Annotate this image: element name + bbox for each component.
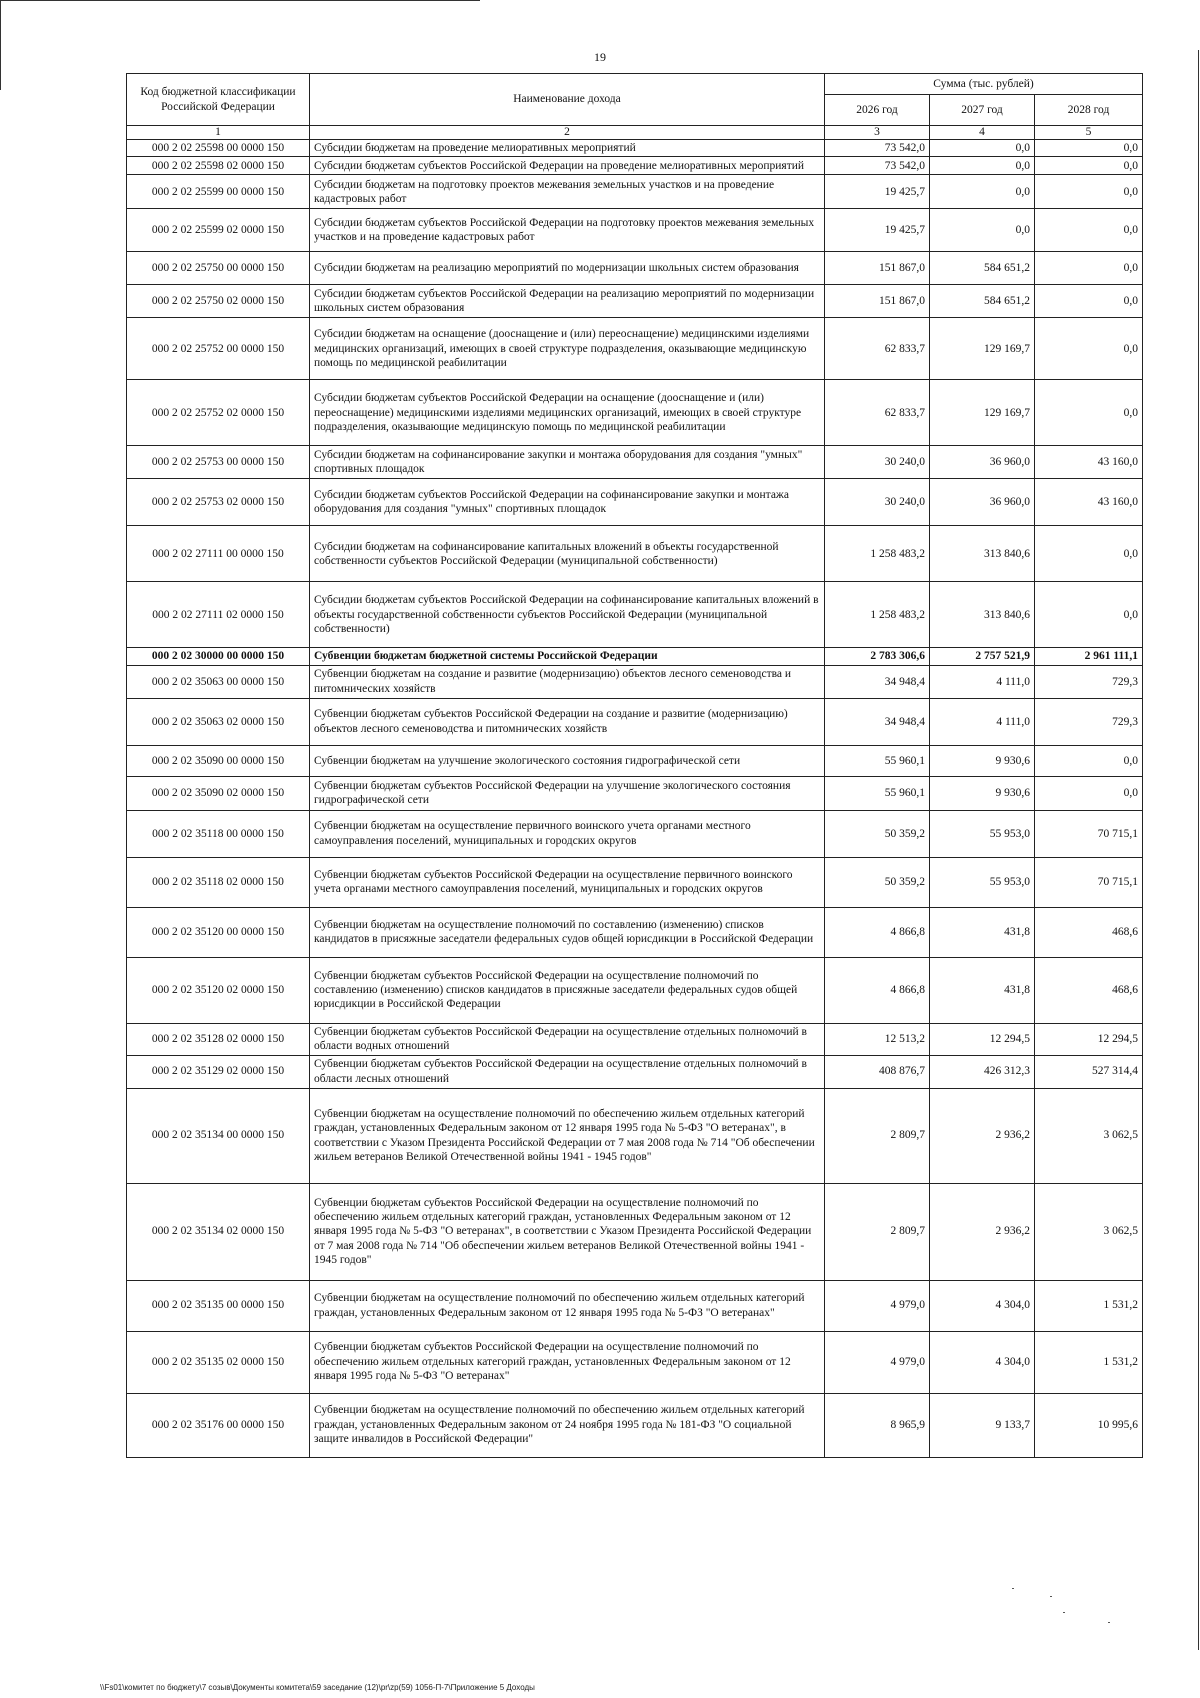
revenue-name-cell: Субвенции бюджетам субъектов Российской Федерации на осуществление первичного воинского учета органами местного самоуправления поселений, муниципальных и городских округов — [310, 857, 825, 907]
amount-2026-cell: 8 965,9 — [825, 1393, 930, 1457]
amount-2028-cell: 0,0 — [1035, 318, 1143, 380]
amount-2027-cell: 55 953,0 — [930, 857, 1035, 907]
table-row — [127, 698, 1143, 745]
column-number: 3 — [825, 126, 930, 140]
amount-2027-cell: 313 840,6 — [930, 582, 1035, 648]
amount-2028-cell: 12 294,5 — [1035, 1023, 1143, 1055]
amount-2026-cell: 1 258 483,2 — [825, 526, 930, 582]
header-year-2026: 2026 год — [825, 95, 930, 126]
header-name: Наименование дохода — [310, 74, 825, 126]
budget-code-cell: 000 2 02 25598 00 0000 150 — [127, 140, 310, 157]
amount-2026-cell: 4 979,0 — [825, 1331, 930, 1393]
table-row — [127, 745, 1143, 776]
budget-code-cell: 000 2 02 35176 00 0000 150 — [127, 1393, 310, 1457]
amount-2028-cell: 0,0 — [1035, 526, 1143, 582]
amount-2027-cell: 0,0 — [930, 140, 1035, 157]
amount-2027-cell: 2 757 521,9 — [930, 648, 1035, 665]
budget-code-cell: 000 2 02 25753 02 0000 150 — [127, 479, 310, 526]
scan-speck — [1012, 1588, 1014, 1589]
amount-2027-cell: 9 930,6 — [930, 745, 1035, 776]
column-number: 4 — [930, 126, 1035, 140]
amount-2027-cell: 36 960,0 — [930, 446, 1035, 479]
budget-code-cell: 000 2 02 35134 00 0000 150 — [127, 1088, 310, 1183]
table-row — [127, 285, 1143, 318]
amount-2028-cell: 70 715,1 — [1035, 857, 1143, 907]
amount-2026-cell: 4 866,8 — [825, 957, 930, 1023]
column-number: 2 — [310, 126, 825, 140]
revenue-name-cell: Субвенции бюджетам субъектов Российской Федерации на осуществление полномочий по обеспечению жильем отдельных категорий граждан, установленных Федеральным законом от 12 января 1995 года № 5-ФЗ "О ветеранах", в соответствии с Указом Президента Российской Федерации от 7 мая 2008 года № 714 "Об обеспечении жильем ветеранов Великой Отечественной войны 1941 - 1945 годов" — [310, 1183, 825, 1280]
table-row — [127, 157, 1143, 175]
budget-code-cell: 000 2 02 25598 02 0000 150 — [127, 157, 310, 175]
amount-2028-cell: 0,0 — [1035, 175, 1143, 209]
revenue-name-cell: Субсидии бюджетам субъектов Российской Федерации на софинансирование капитальных вложений в объекты государственной собственности субъектов Российской Федерации (муниципальной собственности) — [310, 582, 825, 648]
amount-2027-cell: 584 651,2 — [930, 252, 1035, 285]
amount-2027-cell: 0,0 — [930, 175, 1035, 209]
scan-speck — [1063, 1612, 1065, 1613]
scan-edge-right — [1198, 50, 1199, 1650]
amount-2027-cell: 4 111,0 — [930, 698, 1035, 745]
column-number: 1 — [127, 126, 310, 140]
table-row — [127, 582, 1143, 648]
amount-2026-cell: 73 542,0 — [825, 140, 930, 157]
revenue-name-cell: Субсидии бюджетам субъектов Российской Федерации на реализацию мероприятий по модернизации школьных систем образования — [310, 285, 825, 318]
scan-edge-left — [0, 0, 1, 90]
amount-2027-cell: 4 111,0 — [930, 665, 1035, 698]
revenue-name-cell: Субвенции бюджетам бюджетной системы Российской Федерации — [310, 648, 825, 665]
table-row — [127, 1331, 1143, 1393]
table-row — [127, 1055, 1143, 1088]
table-row — [127, 648, 1143, 665]
budget-code-cell: 000 2 02 30000 00 0000 150 — [127, 648, 310, 665]
amount-2026-cell: 30 240,0 — [825, 446, 930, 479]
amount-2028-cell: 0,0 — [1035, 157, 1143, 175]
amount-2027-cell: 0,0 — [930, 209, 1035, 252]
revenue-name-cell: Субвенции бюджетам на улучшение экологического состояния гидрографической сети — [310, 745, 825, 776]
table-row — [127, 1088, 1143, 1183]
table-row — [127, 907, 1143, 957]
table-row — [127, 479, 1143, 526]
amount-2026-cell: 55 960,1 — [825, 776, 930, 810]
amount-2026-cell: 2 809,7 — [825, 1088, 930, 1183]
amount-2027-cell: 129 169,7 — [930, 380, 1035, 446]
budget-code-cell: 000 2 02 35118 02 0000 150 — [127, 857, 310, 907]
amount-2026-cell: 151 867,0 — [825, 252, 930, 285]
amount-2026-cell: 2 783 306,6 — [825, 648, 930, 665]
amount-2028-cell: 3 062,5 — [1035, 1183, 1143, 1280]
table-row — [127, 665, 1143, 698]
revenue-name-cell: Субсидии бюджетам субъектов Российской Федерации на проведение мелиоративных мероприятий — [310, 157, 825, 175]
amount-2026-cell: 30 240,0 — [825, 479, 930, 526]
table-row — [127, 140, 1143, 157]
amount-2027-cell: 2 936,2 — [930, 1183, 1035, 1280]
amount-2028-cell: 527 314,4 — [1035, 1055, 1143, 1088]
amount-2027-cell: 55 953,0 — [930, 810, 1035, 857]
amount-2027-cell: 36 960,0 — [930, 479, 1035, 526]
amount-2026-cell: 62 833,7 — [825, 380, 930, 446]
revenue-name-cell: Субвенции бюджетам субъектов Российской Федерации на улучшение экологического состояния гидрографической сети — [310, 776, 825, 810]
header-sum: Сумма (тыс. рублей) — [825, 74, 1143, 95]
budget-code-cell: 000 2 02 35135 02 0000 150 — [127, 1331, 310, 1393]
budget-code-cell: 000 2 02 35063 02 0000 150 — [127, 698, 310, 745]
budget-code-cell: 000 2 02 35135 00 0000 150 — [127, 1280, 310, 1331]
scan-speck — [1108, 1622, 1110, 1623]
budget-code-cell: 000 2 02 25599 00 0000 150 — [127, 175, 310, 209]
revenue-name-cell: Субвенции бюджетам на осуществление первичного воинского учета органами местного самоуправления поселений, муниципальных и городских округов — [310, 810, 825, 857]
revenue-name-cell: Субсидии бюджетам на софинансирование закупки и монтажа оборудования для создания "умных" спортивных площадок — [310, 446, 825, 479]
amount-2026-cell: 62 833,7 — [825, 318, 930, 380]
table-row — [127, 776, 1143, 810]
table-row — [127, 209, 1143, 252]
revenue-name-cell: Субвенции бюджетам субъектов Российской Федерации на осуществление полномочий по обеспечению жильем отдельных категорий граждан, установленных Федеральным законом от 12 января 1995 года № 5-ФЗ "О ветеранах" — [310, 1331, 825, 1393]
amount-2026-cell: 34 948,4 — [825, 665, 930, 698]
amount-2027-cell: 2 936,2 — [930, 1088, 1035, 1183]
amount-2028-cell: 0,0 — [1035, 776, 1143, 810]
revenue-name-cell: Субвенции бюджетам субъектов Российской Федерации на создание и развитие (модернизацию) объектов лесного семеноводства и питомнических хозяйств — [310, 698, 825, 745]
amount-2027-cell: 12 294,5 — [930, 1023, 1035, 1055]
amount-2028-cell: 729,3 — [1035, 665, 1143, 698]
table-row — [127, 1393, 1143, 1457]
revenue-name-cell: Субсидии бюджетам на подготовку проектов межевания земельных участков и на проведение кадастровых работ — [310, 175, 825, 209]
scan-edge-top — [0, 0, 480, 1]
scan-speck — [1050, 1596, 1052, 1597]
amount-2028-cell: 0,0 — [1035, 745, 1143, 776]
amount-2028-cell: 10 995,6 — [1035, 1393, 1143, 1457]
amount-2028-cell: 2 961 111,1 — [1035, 648, 1143, 665]
table-row — [127, 175, 1143, 209]
amount-2028-cell: 0,0 — [1035, 209, 1143, 252]
budget-code-cell: 000 2 02 25752 00 0000 150 — [127, 318, 310, 380]
budget-code-cell: 000 2 02 35120 02 0000 150 — [127, 957, 310, 1023]
amount-2026-cell: 1 258 483,2 — [825, 582, 930, 648]
amount-2028-cell: 1 531,2 — [1035, 1280, 1143, 1331]
column-number: 5 — [1035, 126, 1143, 140]
table-row — [127, 380, 1143, 446]
amount-2027-cell: 9 133,7 — [930, 1393, 1035, 1457]
budget-code-cell: 000 2 02 25753 00 0000 150 — [127, 446, 310, 479]
table-row — [127, 252, 1143, 285]
revenue-table — [126, 73, 1143, 1458]
amount-2026-cell: 55 960,1 — [825, 745, 930, 776]
header-code: Код бюджетной классификации Российской Федерации — [127, 74, 310, 126]
amount-2027-cell: 4 304,0 — [930, 1331, 1035, 1393]
budget-code-cell: 000 2 02 35090 00 0000 150 — [127, 745, 310, 776]
revenue-name-cell: Субвенции бюджетам субъектов Российской Федерации на осуществление отдельных полномочий в области лесных отношений — [310, 1055, 825, 1088]
budget-code-cell: 000 2 02 35134 02 0000 150 — [127, 1183, 310, 1280]
amount-2026-cell: 19 425,7 — [825, 175, 930, 209]
amount-2028-cell: 0,0 — [1035, 252, 1143, 285]
budget-code-cell: 000 2 02 27111 02 0000 150 — [127, 582, 310, 648]
amount-2028-cell: 0,0 — [1035, 582, 1143, 648]
table-row — [127, 1023, 1143, 1055]
budget-code-cell: 000 2 02 35063 00 0000 150 — [127, 665, 310, 698]
revenue-name-cell: Субсидии бюджетам субъектов Российской Федерации на софинансирование закупки и монтажа оборудования для создания "умных" спортивных площадок — [310, 479, 825, 526]
header-year-2028: 2028 год — [1035, 95, 1143, 126]
table-row — [127, 446, 1143, 479]
amount-2026-cell: 73 542,0 — [825, 157, 930, 175]
budget-code-cell: 000 2 02 25750 02 0000 150 — [127, 285, 310, 318]
amount-2026-cell: 34 948,4 — [825, 698, 930, 745]
budget-code-cell: 000 2 02 35129 02 0000 150 — [127, 1055, 310, 1088]
amount-2027-cell: 313 840,6 — [930, 526, 1035, 582]
budget-code-cell: 000 2 02 35128 02 0000 150 — [127, 1023, 310, 1055]
revenue-name-cell: Субсидии бюджетам на реализацию мероприятий по модернизации школьных систем образования — [310, 252, 825, 285]
amount-2028-cell: 0,0 — [1035, 140, 1143, 157]
amount-2028-cell: 0,0 — [1035, 380, 1143, 446]
table-row — [127, 318, 1143, 380]
amount-2028-cell: 70 715,1 — [1035, 810, 1143, 857]
file-path-footer: \\Fs01\комитет по бюджету\7 созыв\Документы комитета\59 заседание (12)\pr\zp(59) 1056-П-7\Приложение 5 Доходы — [100, 1683, 535, 1692]
amount-2028-cell: 3 062,5 — [1035, 1088, 1143, 1183]
amount-2027-cell: 426 312,3 — [930, 1055, 1035, 1088]
revenue-name-cell: Субвенции бюджетам на осуществление полномочий по обеспечению жильем отдельных категорий граждан, установленных Федеральным законом от 24 ноября 1995 года № 181-ФЗ "О социальной защите инвалидов в Российской Федерации" — [310, 1393, 825, 1457]
budget-code-cell: 000 2 02 25599 02 0000 150 — [127, 209, 310, 252]
page-number: 19 — [594, 50, 606, 64]
amount-2027-cell: 129 169,7 — [930, 318, 1035, 380]
budget-code-cell: 000 2 02 35090 02 0000 150 — [127, 776, 310, 810]
amount-2028-cell: 0,0 — [1035, 285, 1143, 318]
revenue-name-cell: Субвенции бюджетам на осуществление полномочий по обеспечению жильем отдельных категорий граждан, установленных Федеральным законом от 12 января 1995 года № 5-ФЗ "О ветеранах", в соответствии с Указом Президента Российской Федерации от 7 мая 2008 года № 714 "Об обеспечении жильем ветеранов Великой Отечественной войны 1941 - 1945 годов" — [310, 1088, 825, 1183]
header-year-2027: 2027 год — [930, 95, 1035, 126]
amount-2026-cell: 4 979,0 — [825, 1280, 930, 1331]
amount-2027-cell: 431,8 — [930, 907, 1035, 957]
table-row — [127, 957, 1143, 1023]
amount-2028-cell: 729,3 — [1035, 698, 1143, 745]
revenue-name-cell: Субвенции бюджетам субъектов Российской Федерации на осуществление полномочий по составлению (изменению) списков кандидатов в присяжные заседатели федеральных судов общей юрисдикции в Российской Федерации — [310, 957, 825, 1023]
revenue-name-cell: Субсидии бюджетам субъектов Российской Федерации на подготовку проектов межевания земельных участков и на проведение кадастровых работ — [310, 209, 825, 252]
amount-2028-cell: 468,6 — [1035, 907, 1143, 957]
table-row — [127, 857, 1143, 907]
revenue-name-cell: Субвенции бюджетам субъектов Российской Федерации на осуществление отдельных полномочий в области водных отношений — [310, 1023, 825, 1055]
revenue-name-cell: Субвенции бюджетам на осуществление полномочий по обеспечению жильем отдельных категорий граждан, установленных Федеральным законом от 12 января 1995 года № 5-ФЗ "О ветеранах" — [310, 1280, 825, 1331]
revenue-name-cell: Субвенции бюджетам на осуществление полномочий по составлению (изменению) списков кандидатов в присяжные заседатели федеральных судов общей юрисдикции в Российской Федерации — [310, 907, 825, 957]
revenue-name-cell: Субсидии бюджетам субъектов Российской Федерации на оснащение (дооснащение и (или) переоснащение) медицинскими изделиями медицинских организаций, имеющих в своей структуре подразделения, оказывающие медицинскую помощь по медицинской реабилитации — [310, 380, 825, 446]
revenue-name-cell: Субсидии бюджетам на оснащение (дооснащение и (или) переоснащение) медицинскими изделиями медицинских организаций, имеющих в своей структуре подразделения, оказывающие медицинскую помощь по медицинской реабилитации — [310, 318, 825, 380]
amount-2027-cell: 431,8 — [930, 957, 1035, 1023]
amount-2026-cell: 151 867,0 — [825, 285, 930, 318]
budget-code-cell: 000 2 02 25752 02 0000 150 — [127, 380, 310, 446]
amount-2026-cell: 4 866,8 — [825, 907, 930, 957]
amount-2027-cell: 4 304,0 — [930, 1280, 1035, 1331]
amount-2026-cell: 50 359,2 — [825, 857, 930, 907]
amount-2026-cell: 408 876,7 — [825, 1055, 930, 1088]
amount-2027-cell: 9 930,6 — [930, 776, 1035, 810]
revenue-name-cell: Субвенции бюджетам на создание и развитие (модернизацию) объектов лесного семеноводства и питомнических хозяйств — [310, 665, 825, 698]
revenue-name-cell: Субсидии бюджетам на софинансирование капитальных вложений в объекты государственной собственности субъектов Российской Федерации (муниципальной собственности) — [310, 526, 825, 582]
amount-2026-cell: 19 425,7 — [825, 209, 930, 252]
table-row — [127, 526, 1143, 582]
table-row — [127, 810, 1143, 857]
budget-code-cell: 000 2 02 27111 00 0000 150 — [127, 526, 310, 582]
amount-2027-cell: 584 651,2 — [930, 285, 1035, 318]
amount-2026-cell: 50 359,2 — [825, 810, 930, 857]
table-row — [127, 1280, 1143, 1331]
budget-code-cell: 000 2 02 25750 00 0000 150 — [127, 252, 310, 285]
amount-2028-cell: 468,6 — [1035, 957, 1143, 1023]
amount-2026-cell: 2 809,7 — [825, 1183, 930, 1280]
amount-2026-cell: 12 513,2 — [825, 1023, 930, 1055]
table-header-row — [127, 74, 1143, 95]
amount-2028-cell: 43 160,0 — [1035, 479, 1143, 526]
budget-code-cell: 000 2 02 35118 00 0000 150 — [127, 810, 310, 857]
budget-code-cell: 000 2 02 35120 00 0000 150 — [127, 907, 310, 957]
table-body — [127, 140, 1143, 1458]
amount-2027-cell: 0,0 — [930, 157, 1035, 175]
column-number-row — [127, 126, 1143, 140]
amount-2028-cell: 43 160,0 — [1035, 446, 1143, 479]
revenue-name-cell: Субсидии бюджетам на проведение мелиоративных мероприятий — [310, 140, 825, 157]
table-row — [127, 1183, 1143, 1280]
amount-2028-cell: 1 531,2 — [1035, 1331, 1143, 1393]
